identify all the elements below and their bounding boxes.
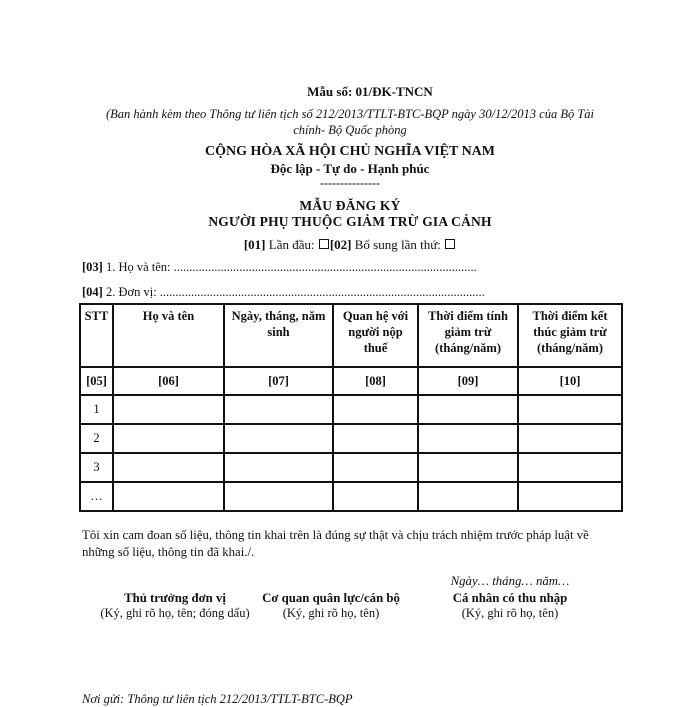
national-motto: Độc lập - Tự do - Hạnh phúc bbox=[270, 161, 430, 176]
cell-full-name[interactable] bbox=[113, 482, 224, 511]
signature-role: Thủ trưởng đơn vị bbox=[124, 591, 226, 605]
signature-military-agency bbox=[246, 591, 416, 621]
unit-field-label: 2. Đơn vị: ........................................................................................................ bbox=[105, 285, 485, 299]
table-row bbox=[80, 395, 622, 424]
code-09: [09] bbox=[418, 367, 518, 395]
header-separator: --------------- bbox=[320, 176, 380, 190]
form-title-line1: MẪU ĐĂNG KÝ bbox=[299, 198, 401, 213]
footer-note: Nơi gửi: Thông tư liên tịch 212/2013/TTLT-BTC-BQP bbox=[82, 692, 353, 706]
table-row bbox=[80, 482, 622, 511]
option-code-02: [02] bbox=[329, 237, 352, 252]
row-number: 3 bbox=[80, 453, 113, 482]
cell-end-period[interactable] bbox=[518, 482, 622, 511]
cell-birth-date[interactable] bbox=[224, 482, 333, 511]
cell-relationship[interactable] bbox=[333, 424, 418, 453]
signing-date: Ngày… tháng… năm… bbox=[450, 574, 570, 588]
cell-start-period[interactable] bbox=[418, 424, 518, 453]
code-06: [06] bbox=[113, 367, 224, 395]
option-code-01: [01] bbox=[243, 237, 266, 252]
header-full-name: Họ và tên bbox=[113, 304, 224, 367]
unit-field-code: [04] bbox=[82, 285, 103, 299]
cell-start-period[interactable] bbox=[418, 453, 518, 482]
first-time-checkbox[interactable] bbox=[319, 239, 329, 249]
signature-note: (Ký, ghi rõ họ, tên; đóng dấu) bbox=[100, 606, 250, 620]
name-field-label: 1. Họ và tên: ................................................................................................. bbox=[105, 260, 477, 274]
cell-full-name[interactable] bbox=[113, 453, 224, 482]
cell-birth-date[interactable] bbox=[224, 424, 333, 453]
nation-heading: CỘNG HÒA XÃ HỘI CHỦ NGHĨA VIỆT NAM bbox=[204, 144, 495, 159]
header-stt: STT bbox=[80, 304, 113, 367]
cell-end-period[interactable] bbox=[518, 453, 622, 482]
cell-start-period[interactable] bbox=[418, 395, 518, 424]
code-07: [07] bbox=[224, 367, 333, 395]
header-birth-date: Ngày, tháng, năm sinh bbox=[224, 304, 333, 367]
cell-birth-date[interactable] bbox=[224, 453, 333, 482]
signature-individual bbox=[420, 591, 600, 621]
option-label-first-time: Lần đầu: bbox=[268, 237, 315, 252]
header-end-period: Thời điểm kết thúc giảm trừ (tháng/năm) bbox=[518, 304, 622, 367]
cell-start-period[interactable] bbox=[418, 482, 518, 511]
commitment-statement: Tôi xin cam đoan số liệu, thông tin khai trên là đúng sự thật và chịu trách nhiệm trước pháp luật về những số liệu, thông tin đã khai./. bbox=[82, 528, 589, 559]
signature-note: (Ký, ghi rõ họ, tên) bbox=[282, 606, 380, 620]
signature-role: Cá nhân có thu nhập bbox=[452, 591, 568, 605]
signature-role: Cơ quan quân lực/cán bộ bbox=[262, 591, 400, 605]
cell-end-period[interactable] bbox=[518, 424, 622, 453]
code-10: [10] bbox=[518, 367, 622, 395]
code-08: [08] bbox=[333, 367, 418, 395]
option-label-supplement: Bổ sung lần thứ: bbox=[354, 237, 441, 252]
header-relationship: Quan hệ với người nộp thuế bbox=[333, 304, 418, 367]
table-row bbox=[80, 424, 622, 453]
issued-by-note: (Ban hành kèm theo Thông tư liên tịch số 212/2013/TTLT-BTC-BQP ngày 30/12/2013 của Bộ Tài chính- Bộ Quốc phòng bbox=[105, 107, 595, 137]
table-code-row bbox=[80, 367, 622, 395]
cell-birth-date[interactable] bbox=[224, 395, 333, 424]
table-row bbox=[80, 453, 622, 482]
header-start-period: Thời điểm tính giảm trừ (tháng/năm) bbox=[418, 304, 518, 367]
cell-full-name[interactable] bbox=[113, 424, 224, 453]
form-title-line2: NGƯỜI PHỤ THUỘC GIẢM TRỪ GIA CẢNH bbox=[208, 214, 492, 229]
table-header-row bbox=[80, 304, 622, 367]
signature-note: (Ký, ghi rõ họ, tên) bbox=[461, 606, 559, 620]
cell-relationship[interactable] bbox=[333, 395, 418, 424]
row-number: … bbox=[80, 482, 113, 511]
row-number: 2 bbox=[80, 424, 113, 453]
supplement-checkbox[interactable] bbox=[445, 239, 455, 249]
unit-field[interactable] bbox=[82, 285, 485, 300]
cell-end-period[interactable] bbox=[518, 395, 622, 424]
signature-unit-head bbox=[85, 591, 265, 621]
name-field-code: [03] bbox=[82, 260, 103, 274]
cell-full-name[interactable] bbox=[113, 395, 224, 424]
row-number: 1 bbox=[80, 395, 113, 424]
dependents-table bbox=[79, 303, 623, 512]
form-number: Mẫu số: 01/ĐK-TNCN bbox=[307, 84, 433, 99]
cell-relationship[interactable] bbox=[333, 482, 418, 511]
code-05: [05] bbox=[80, 367, 113, 395]
name-field[interactable] bbox=[82, 260, 477, 275]
registration-options bbox=[0, 237, 700, 253]
cell-relationship[interactable] bbox=[333, 453, 418, 482]
